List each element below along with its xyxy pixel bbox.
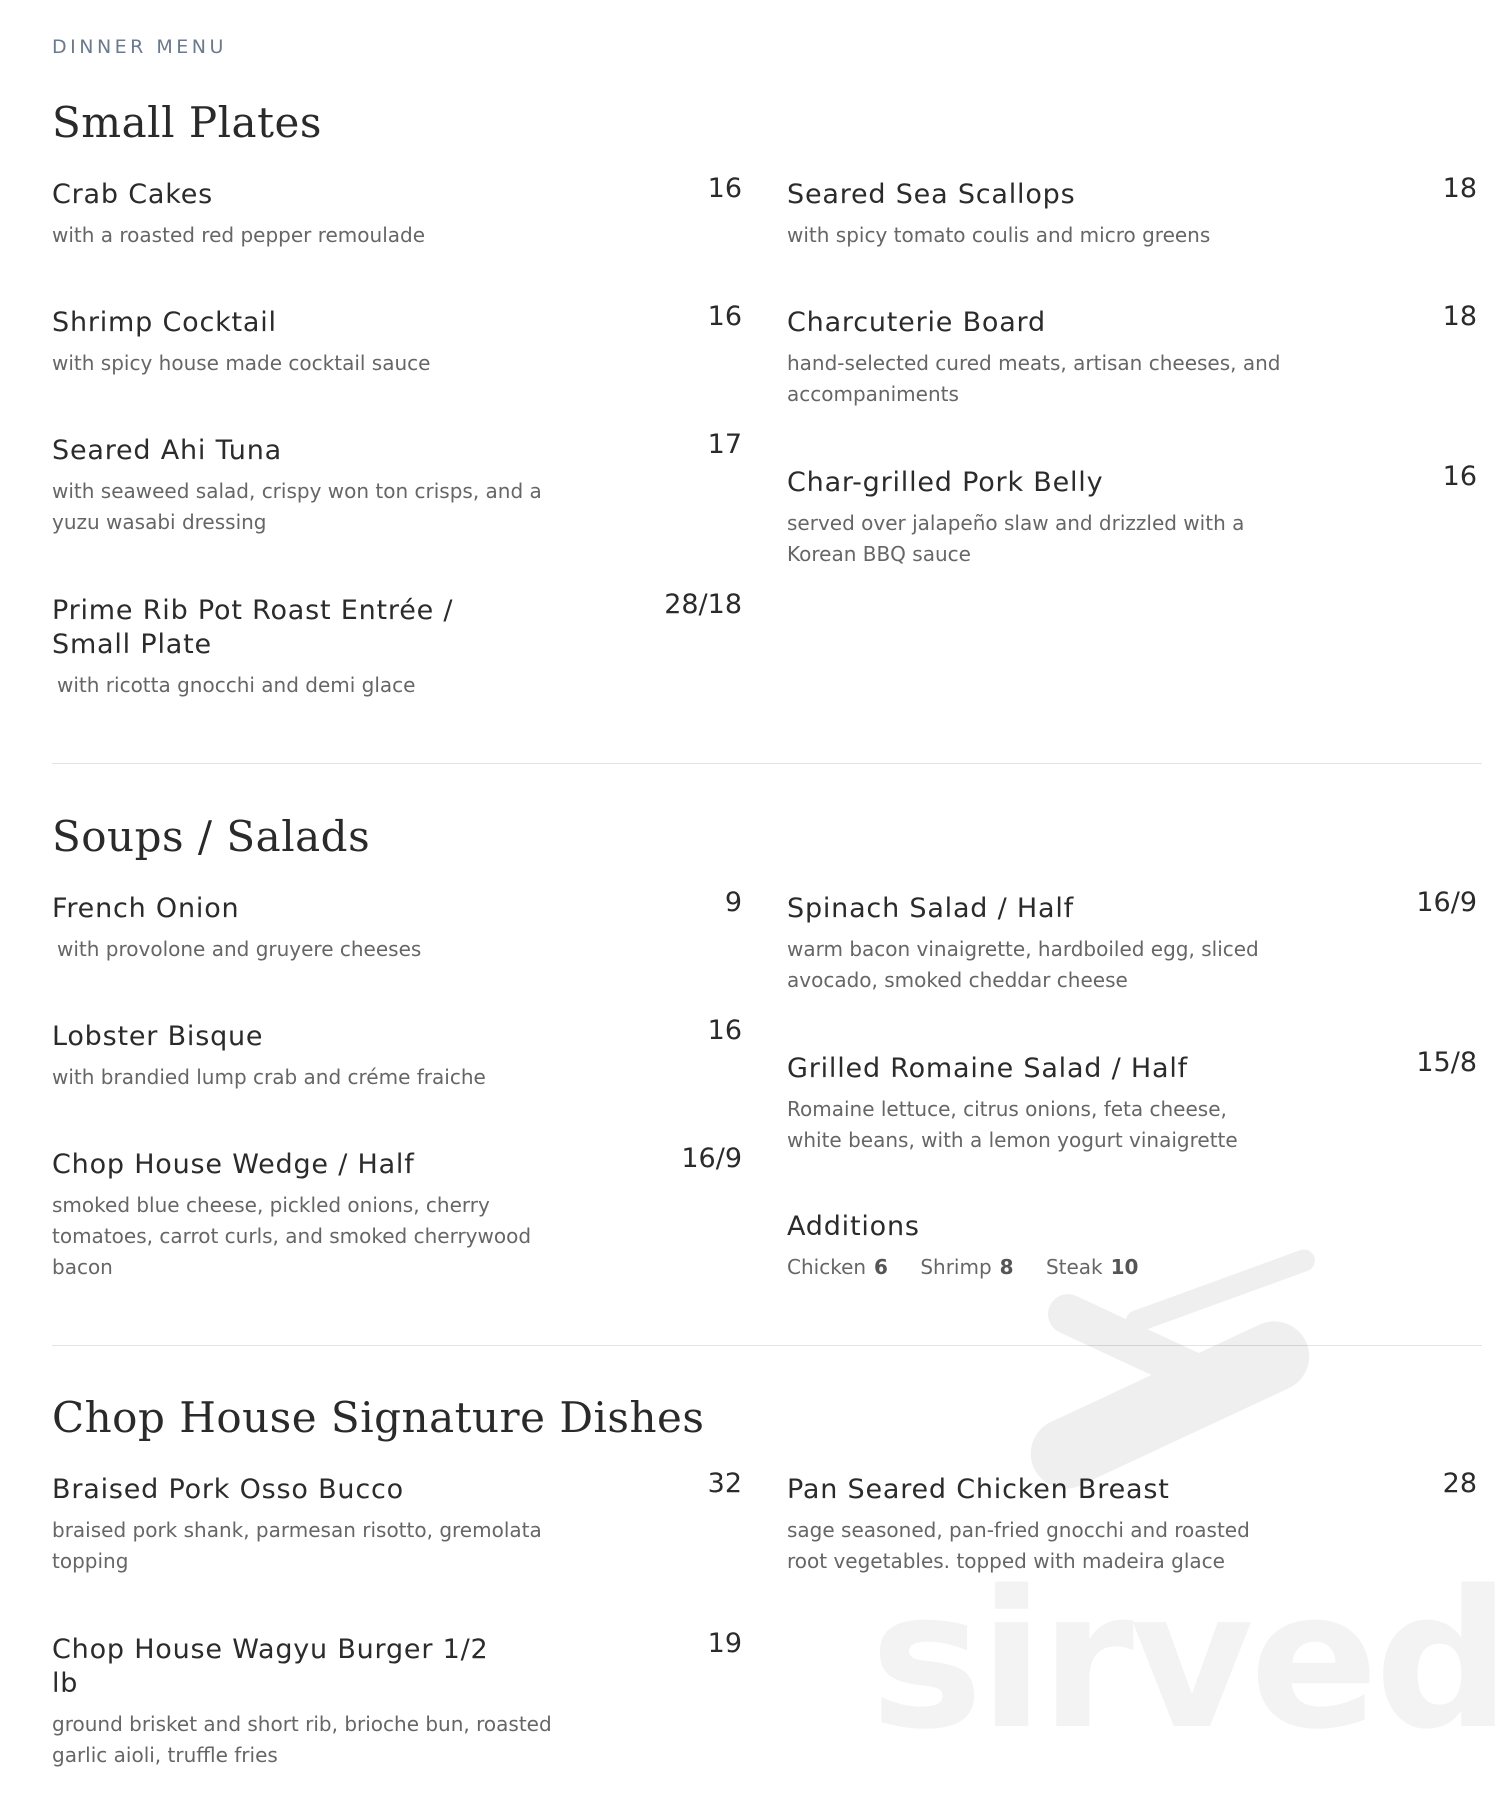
- item-price: 16: [707, 173, 742, 204]
- item-description: with spicy tomato coulis and micro greens: [787, 223, 1211, 247]
- addition-name: Steak: [1045, 1255, 1103, 1279]
- item-price: 18: [1442, 173, 1477, 204]
- sirved-watermark: [870, 1550, 1507, 1771]
- additions-title: Additions: [787, 1211, 920, 1242]
- menu-item: [787, 301, 1477, 410]
- addition-price: 8: [999, 1255, 1014, 1279]
- item-name: Grilled Romaine Salad / Half: [787, 1053, 1188, 1084]
- item-name: Braised Pork Osso Bucco: [52, 1474, 404, 1505]
- item-description: with brandied lump crab and créme fraiche: [52, 1065, 486, 1089]
- item-name: Chop House Wedge / Half: [52, 1149, 415, 1180]
- menu-item: [52, 173, 742, 251]
- item-description: braised pork shank, parmesan risotto, gremolata topping: [52, 1518, 542, 1573]
- menu-item: [52, 589, 742, 701]
- menu-item: [52, 1628, 742, 1771]
- item-name: Seared Ahi Tuna: [52, 435, 282, 466]
- item-price: 19: [707, 1628, 742, 1659]
- menu-item: [52, 1468, 742, 1577]
- item-description: with ricotta gnocchi and demi glace: [57, 673, 416, 697]
- item-price: 15/8: [1416, 1047, 1477, 1078]
- item-name: Char-grilled Pork Belly: [787, 467, 1104, 498]
- menu-item: [787, 461, 1477, 570]
- menu-item: [52, 1015, 742, 1093]
- section-title: Soups / Salads: [52, 812, 371, 861]
- item-price: 16: [1442, 461, 1477, 492]
- item-price: 17: [707, 429, 742, 460]
- item-description: Romaine lettuce, citrus onions, feta cheese, white beans, with a lemon yogurt vinaigrette: [787, 1097, 1238, 1152]
- menu-item: [52, 429, 742, 538]
- addition-name: Shrimp: [920, 1255, 992, 1279]
- menu-item: [787, 1047, 1477, 1156]
- item-price: 9: [724, 887, 742, 918]
- section-divider: [52, 763, 1482, 764]
- item-description: served over jalapeño slaw and drizzled with a Korean BBQ sauce: [787, 511, 1245, 566]
- menu-item: [52, 301, 742, 379]
- item-name: Chop House Wagyu Burger 1/2 lb: [52, 1634, 489, 1699]
- menu-item: [52, 1143, 742, 1283]
- item-price: 28: [1442, 1468, 1477, 1499]
- menu-item: [52, 887, 742, 965]
- item-name: Shrimp Cocktail: [52, 307, 277, 338]
- addition-name: Chicken: [787, 1255, 867, 1279]
- menu-item: [787, 887, 1477, 996]
- item-price: 28/18: [664, 589, 742, 620]
- item-name: Prime Rib Pot Roast Entrée / Small Plate: [52, 595, 454, 660]
- section-title: Small Plates: [52, 98, 322, 147]
- item-description: ground brisket and short rib, brioche bun, roasted garlic aioli, truffle fries: [52, 1712, 552, 1767]
- item-description: sage seasoned, pan-fried gnocchi and roasted root vegetables. topped with madeira glace: [787, 1518, 1250, 1573]
- item-description: with seaweed salad, crispy won ton crisps, and a yuzu wasabi dressing: [52, 479, 542, 534]
- item-description: with a roasted red pepper remoulade: [52, 223, 426, 247]
- item-price: 18: [1442, 301, 1477, 332]
- addition-price: 6: [874, 1255, 888, 1279]
- addition-price: 10: [1110, 1255, 1139, 1279]
- item-description: with provolone and gruyere cheeses: [57, 937, 422, 961]
- item-name: Crab Cakes: [52, 179, 213, 210]
- item-name: French Onion: [52, 893, 240, 924]
- item-price: 16/9: [681, 1143, 742, 1174]
- item-name: Seared Sea Scallops: [787, 179, 1076, 210]
- item-description: warm bacon vinaigrette, hardboiled egg, sliced avocado, smoked cheddar cheese: [787, 937, 1259, 992]
- item-description: hand-selected cured meats, artisan cheeses, and accompaniments: [787, 351, 1281, 406]
- item-description: with spicy house made cocktail sauce: [52, 351, 431, 375]
- utensils-watermark-icon: [1000, 1220, 1360, 1520]
- item-price: 16: [707, 1015, 742, 1046]
- item-name: Lobster Bisque: [52, 1021, 264, 1052]
- item-name: Charcuterie Board: [787, 307, 1046, 338]
- item-price: 16/9: [1416, 887, 1477, 918]
- item-name: Pan Seared Chicken Breast: [787, 1474, 1170, 1505]
- item-name: Spinach Salad / Half: [787, 893, 1074, 924]
- section-title: Chop House Signature Dishes: [52, 1393, 705, 1442]
- item-price: 32: [707, 1468, 742, 1499]
- item-price: 16: [707, 301, 742, 332]
- item-description: smoked blue cheese, pickled onions, cherry tomatoes, carrot curls, and smoked cherrywood bacon: [52, 1193, 532, 1279]
- menu-item: [787, 173, 1477, 251]
- menu-label: DINNER MENU: [52, 36, 227, 58]
